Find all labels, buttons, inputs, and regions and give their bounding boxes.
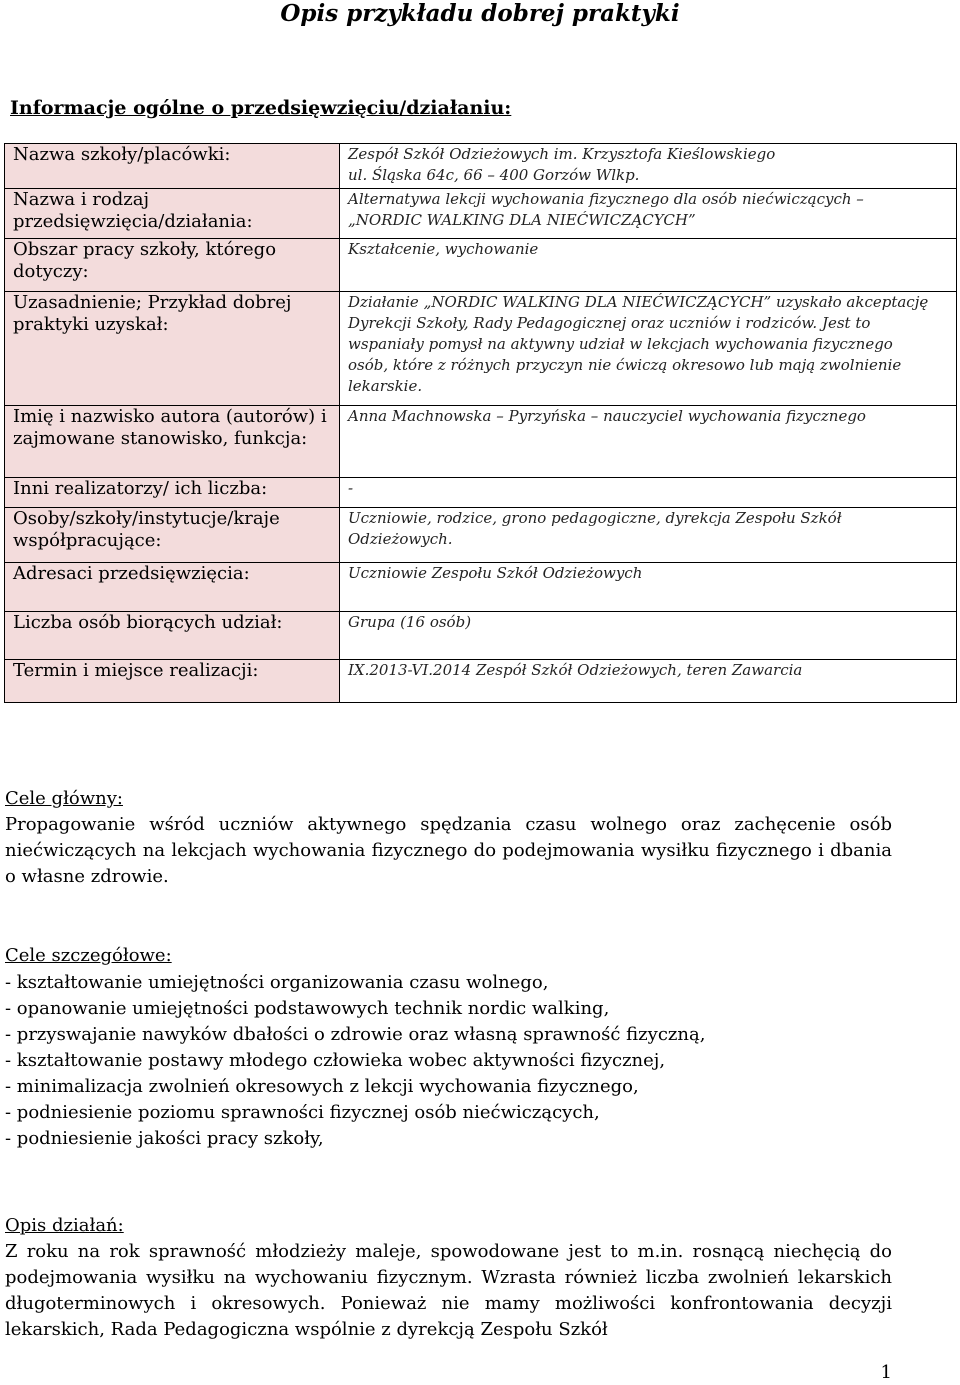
info-value-line: „NORDIC WALKING DLA NIEĆWICZĄCYCH”: [348, 211, 696, 229]
info-value: [340, 612, 957, 660]
info-label-part: Nazwa szkoły/placówki:: [13, 144, 231, 165]
info-label-part: Nazwa i rodzaj: [13, 189, 150, 210]
info-label-part: Inni realizatorzy/: [13, 478, 169, 499]
info-label-part: współpracujące:: [13, 530, 162, 551]
info-label-part: praktyki uzyskał:: [13, 314, 169, 335]
list-item: - opanowanie umiejętności podstawowych technik nordic walking,: [5, 998, 610, 1019]
info-label-part: Liczba osób biorących udział:: [13, 612, 283, 633]
info-value-line: Działanie „NORDIC WALKING DLA NIEĆWICZĄCYCH” uzyskało akceptację: [348, 293, 929, 311]
info-table: [4, 143, 957, 703]
info-value: [340, 660, 957, 703]
info-row: [5, 406, 957, 478]
info-row: [5, 292, 957, 406]
info-row: [5, 189, 957, 239]
info-value: [340, 292, 957, 406]
info-row: [5, 563, 957, 612]
info-value: [340, 406, 957, 478]
info-value-line: Alternatywa lekcji wychowania fizycznego dla osób niećwiczących –: [348, 190, 864, 208]
document-title: Opis przykładu dobrej praktyki: [280, 0, 680, 27]
info-row: [5, 612, 957, 660]
list-item: - kształtowanie postawy młodego człowieka wobec aktywności fizycznej,: [5, 1050, 666, 1071]
info-label-part: Uzasadnienie; Przykład dobrej: [13, 292, 292, 313]
main-goal-text: Propagowanie wśród uczniów aktywnego spędzania czasu wolnego oraz zachęcenie osób niećwiczących na lekcjach wychowania fizycznego do podejmowania wysiłku fizycznego i dbania o własne zdrowie.: [5, 814, 892, 887]
info-label-part: i zajmowane stanowisko, funkcja:: [13, 406, 327, 449]
info-value: [340, 144, 957, 189]
info-value-line: Zespół Szkół Odzieżowych im. Krzysztofa Kieślowskiego: [348, 145, 776, 163]
info-value-line: -: [348, 479, 354, 497]
info-label: [5, 144, 340, 189]
section-subtitle: Informacje ogólne o przedsięwzięciu/działaniu:: [10, 97, 512, 119]
info-label: [5, 406, 340, 478]
info-label-part: Adresaci przedsięwzięcia:: [13, 563, 250, 584]
info-value-line: lekarskie.: [348, 377, 423, 395]
actions-heading: Opis działań:: [5, 1215, 124, 1236]
detailed-goals-list: [5, 970, 905, 1152]
info-label: [5, 239, 340, 292]
actions-text: Z roku na rok sprawność młodzieży maleje, spowodowane jest to m.in. rosnącą niechęcią do podejmowania wysiłku na wychowaniu fizycznym. Wzrasta również liczba zwolnień lekarskich długoterminowych i okresowych. Ponieważ nie mamy możliwości konfrontowania decyzji lekarskich, Rada Pedagogiczna wspólnie z dyrekcją Zespołu Szkół: [5, 1241, 892, 1340]
info-row: [5, 239, 957, 292]
info-value-line: Dyrekcji Szkoły, Rady Pedagogicznej oraz uczniów i rodziców. Jest to: [348, 314, 871, 332]
info-value: [340, 508, 957, 563]
info-label-part: Obszar pracy szkoły,: [13, 239, 200, 260]
detailed-goals-heading: Cele szczegółowe:: [5, 945, 172, 966]
info-label-part: którego dotyczy:: [13, 239, 277, 282]
info-row: [5, 660, 957, 703]
info-label-part: ich liczba:: [174, 478, 268, 499]
info-value: [340, 563, 957, 612]
info-label: [5, 563, 340, 612]
info-value-line: Uczniowie Zespołu Szkół Odzieżowych: [348, 564, 643, 582]
info-label: [5, 612, 340, 660]
info-value: [340, 189, 957, 239]
page-number: 1: [880, 1362, 892, 1383]
info-label-part: Osoby/szkoły/instytucje/kraje: [13, 508, 280, 529]
info-label-part: Termin i miejsce realizacji:: [13, 660, 259, 681]
info-value-line: wspaniały pomysł na aktywny udział w lekcjach wychowania fizycznego: [348, 335, 893, 353]
info-value-line: osób, które z różnych przyczyn nie ćwiczą okresowo lub mają zwolnienie: [348, 356, 902, 374]
list-item: - podniesienie poziomu sprawności fizycznej osób niećwiczących,: [5, 1102, 600, 1123]
info-label: [5, 189, 340, 239]
info-value-line: ul. Śląska 64c, 66 – 400 Gorzów Wlkp.: [348, 166, 640, 184]
info-row: [5, 478, 957, 508]
list-item: - minimalizacja zwolnień okresowych z lekcji wychowania fizycznego,: [5, 1076, 639, 1097]
info-label: [5, 660, 340, 703]
info-value-line: Anna Machnowska – Pyrzyńska – nauczyciel wychowania fizycznego: [348, 407, 866, 425]
info-label: [5, 508, 340, 563]
info-label: [5, 478, 340, 508]
info-value: [340, 478, 957, 508]
info-row: [5, 508, 957, 563]
info-value-line: Grupa (16 osób): [348, 613, 472, 631]
main-goal-heading: Cele główny:: [5, 788, 123, 809]
info-value-line: Odzieżowych.: [348, 530, 453, 548]
info-row: [5, 144, 957, 189]
info-label-part: Imię i nazwisko autora (autorów): [13, 406, 316, 427]
list-item: - przyswajanie nawyków dbałości o zdrowie oraz własną sprawność fizyczną,: [5, 1024, 706, 1045]
info-value: [340, 239, 957, 292]
info-label: [5, 292, 340, 406]
info-label-part: przedsięwzięcia/działania:: [13, 211, 253, 232]
info-value-line: IX.2013-VI.2014 Zespół Szkół Odzieżowych, teren Zawarcia: [348, 661, 803, 679]
list-item: - kształtowanie umiejętności organizowania czasu wolnego,: [5, 972, 549, 993]
info-value-line: Kształcenie, wychowanie: [348, 240, 539, 258]
list-item: - podniesienie jakości pracy szkoły,: [5, 1128, 324, 1149]
info-value-line: Uczniowie, rodzice, grono pedagogiczne, dyrekcja Zespołu Szkół: [348, 509, 842, 527]
